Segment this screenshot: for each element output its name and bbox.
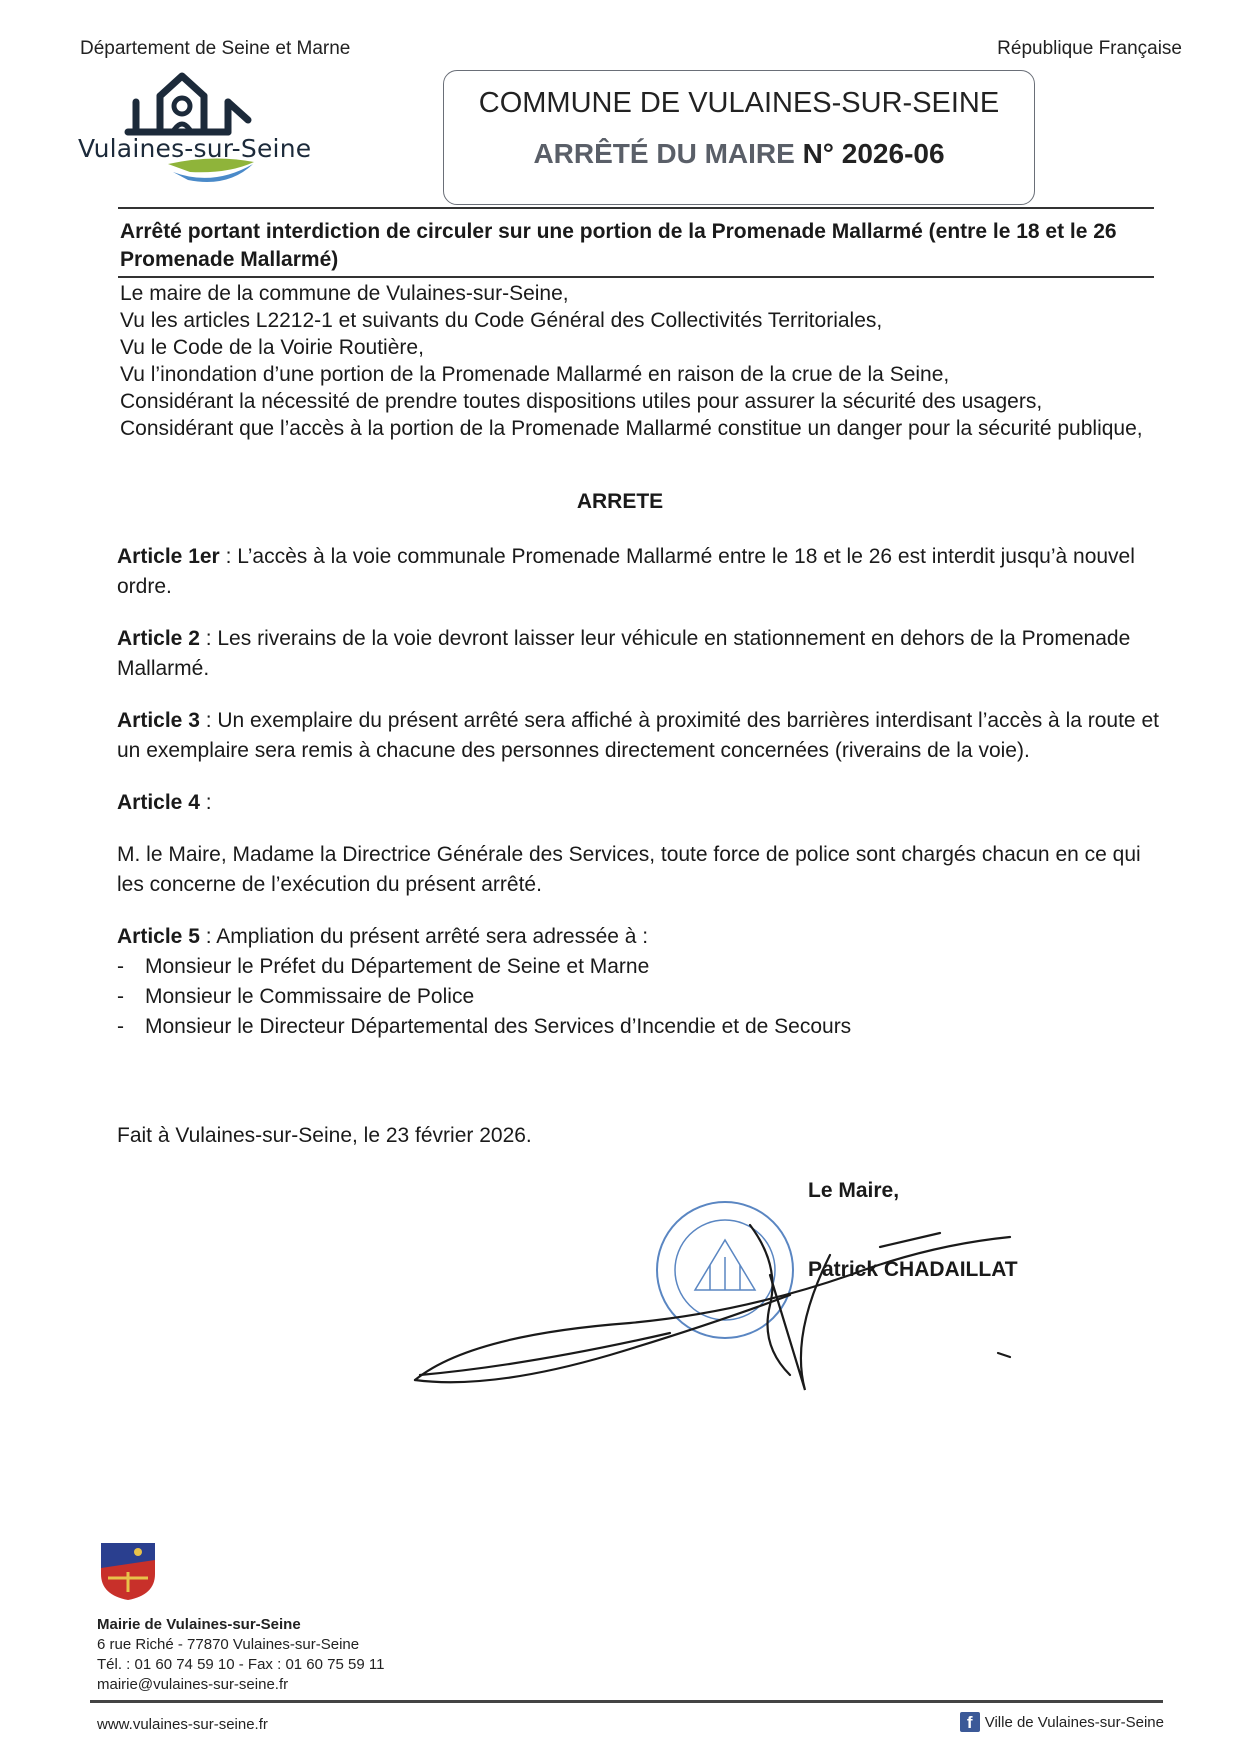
- consideration-line: Considérant la nécessité de prendre toutes dispositions utiles pour assurer la sécurité des usagers,: [120, 390, 1043, 413]
- facebook-icon: f: [960, 1712, 980, 1732]
- arrete-label: ARRÊTÉ DU MAIRE: [533, 138, 795, 169]
- article-label: Article 1er: [117, 545, 220, 568]
- arrete-title: [444, 138, 1034, 170]
- republic-label: République Française: [997, 38, 1182, 59]
- divider-top: [118, 207, 1154, 209]
- recipient: Monsieur le Commissaire de Police: [145, 985, 475, 1008]
- consideration-line: Considérant que l’accès à la portion de la Promenade Mallarmé constitue un danger pour la sécurité publique,: [120, 417, 1143, 440]
- article-label: Article 5: [117, 925, 200, 948]
- considerations: [120, 280, 1160, 442]
- article-label: Article 4: [117, 791, 200, 814]
- footer-divider: [90, 1700, 1163, 1703]
- recipients-list: [117, 952, 1162, 1042]
- mairie-email[interactable]: mairie@vulaines-sur-seine.fr: [97, 1676, 289, 1693]
- signatory-title: Le Maire,: [808, 1179, 900, 1202]
- article-1: [117, 542, 1162, 602]
- mairie-contact: [97, 1615, 384, 1695]
- facebook-label: Ville de Vulaines-sur-Seine: [984, 1713, 1164, 1731]
- article-label: Article 3: [117, 709, 200, 732]
- coat-of-arms-icon: [98, 1540, 158, 1602]
- arrete-subject: Arrêté portant interdiction de circuler sur une portion de la Promenade Mallarmé (entre le 18 et le 26 Promenade Mallarmé): [120, 220, 1117, 271]
- department-label: Département de Seine et Marne: [80, 38, 351, 59]
- handwritten-signature: [410, 1215, 1030, 1395]
- signatory-name: Patrick CHADAILLAT: [808, 1258, 1018, 1281]
- divider-subject: [118, 276, 1154, 278]
- recipient: Monsieur le Directeur Départemental des Services d’Incendie et de Secours: [145, 1015, 852, 1038]
- article-5: [117, 922, 1162, 952]
- closing-line: Fait à Vulaines-sur-Seine, le 23 février 2026.: [117, 1124, 532, 1147]
- facebook-link[interactable]: [960, 1712, 1164, 1732]
- article-text: : Les riverains de la voie devront laisser leur véhicule en stationnement en dehors de la Promenade Mallarmé.: [117, 627, 1131, 680]
- article-text: :: [199, 791, 212, 814]
- article-2: [117, 624, 1162, 684]
- arrete-number: N° 2026-06: [802, 138, 945, 169]
- article-3: [117, 706, 1162, 766]
- list-item: - Monsieur le Commissaire de Police: [117, 982, 1162, 1012]
- article-label: Article 2: [117, 627, 200, 650]
- mairie-phone: Tél. : 01 60 74 59 10 - Fax : 01 60 75 59 11: [97, 1656, 385, 1673]
- decision-heading: ARRETE: [576, 490, 664, 513]
- commune-title: COMMUNE DE VULAINES-SUR-SEINE: [478, 87, 1000, 119]
- article-text: : Ampliation du présent arrêté sera adressée à :: [199, 925, 649, 948]
- consideration-line: Vu l’inondation d’une portion de la Promenade Mallarmé en raison de la crue de la Seine,: [120, 363, 950, 386]
- mairie-name: Mairie de Vulaines-sur-Seine: [97, 1616, 301, 1633]
- recipient: Monsieur le Préfet du Département de Seine et Marne: [145, 955, 650, 978]
- town-logo-name: Vulaines-sur-Seine: [78, 134, 312, 163]
- list-item: - Monsieur le Directeur Départemental des Services d’Incendie et de Secours: [117, 1012, 1162, 1042]
- website-link[interactable]: www.vulaines-sur-seine.fr: [97, 1716, 268, 1733]
- consideration-line: Vu les articles L2212-1 et suivants du Code Général des Collectivités Territoriales,: [120, 309, 883, 332]
- consideration-line: Le maire de la commune de Vulaines-sur-Seine,: [120, 282, 569, 305]
- mairie-address: 6 rue Riché - 77870 Vulaines-sur-Seine: [97, 1636, 360, 1653]
- consideration-line: Vu le Code de la Voirie Routière,: [120, 336, 424, 359]
- article-text: : Un exemplaire du présent arrêté sera affiché à proximité des barrières interdisant l’accès à la route et un exemplaire sera remis à chacune des personnes directement concernées (riverains de la voie).: [117, 709, 1159, 762]
- article-4-body: M. le Maire, Madame la Directrice Générale des Services, toute force de police sont chargés chacun en ce qui les concerne de l’exécution du présent arrêté.: [117, 843, 1141, 896]
- articles: [117, 542, 1162, 1042]
- list-item: - Monsieur le Préfet du Département de Seine et Marne: [117, 952, 1162, 982]
- article-text: : L’accès à la voie communale Promenade Mallarmé entre le 18 et le 26 est interdit jusqu’à nouvel ordre.: [117, 545, 1135, 598]
- article-4: [117, 788, 1162, 818]
- title-box: [443, 70, 1035, 205]
